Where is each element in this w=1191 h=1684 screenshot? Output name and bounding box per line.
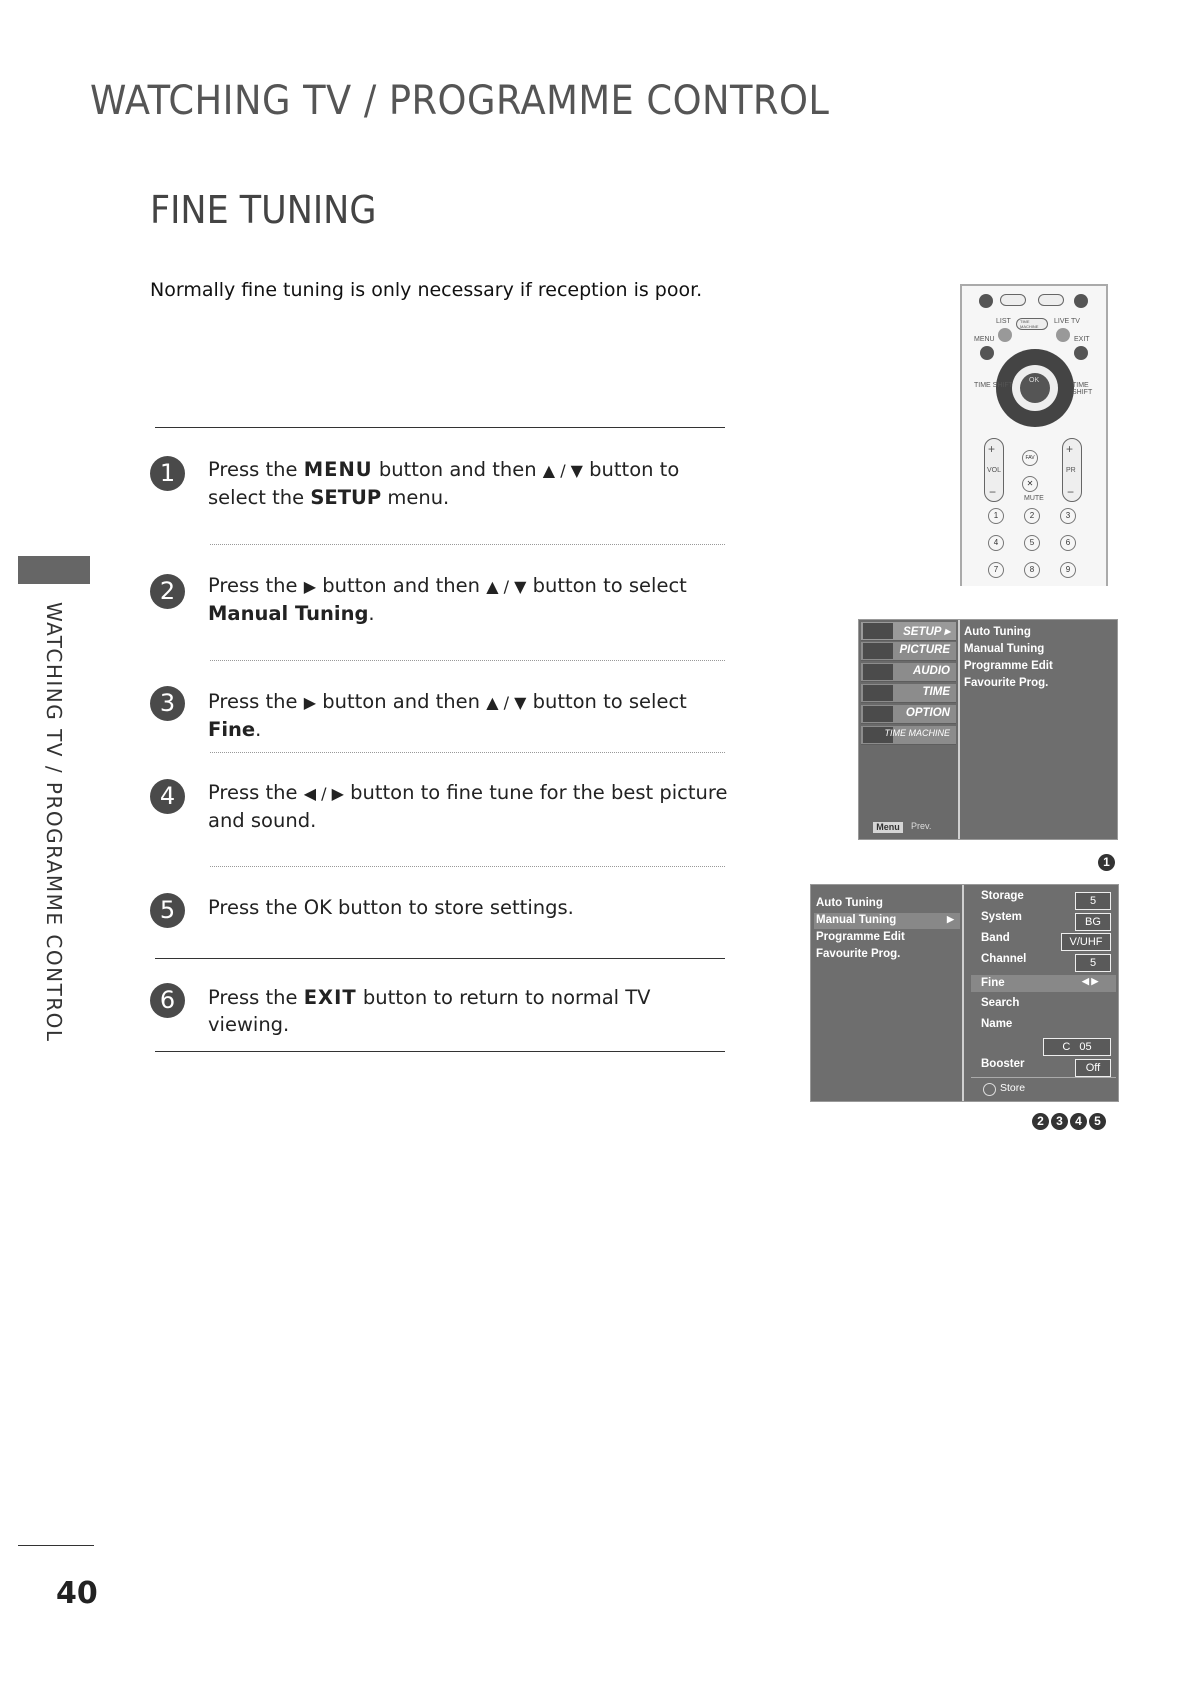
audio-thumbnail [863,664,893,680]
fine-label: Fine [981,977,1005,989]
picture-thumbnail [863,643,893,659]
ok-circle-icon [983,1083,996,1096]
skip-back-icon [979,294,993,308]
menu-item-option: OPTION [861,705,956,724]
page-number-rule [18,1545,94,1546]
menu-item-time-machine: TIME MACHINE [861,726,956,745]
step-divider [210,544,725,545]
storage-label: Storage [981,890,1024,902]
mute-icon: ✕ [1022,476,1038,492]
time-shift-right-label: TIME SHIFT [1072,382,1093,396]
step-number-5: 5 [150,893,185,928]
figure-caption-1: 1 [1096,851,1115,871]
booster-label: Booster [981,1058,1025,1070]
number-key: 5 [1024,535,1040,551]
fast-forward-icon [1038,294,1064,306]
plus-icon: + [988,442,996,456]
submenu-item: Favourite Prog. [964,677,1049,689]
step-4-text: Press the ◀ / ▶ button to fine tune for the best picture and sound. [208,781,728,832]
setup-menu-left-pane [859,620,960,839]
minus-icon: − [989,485,997,499]
live-tv-label: LIVE TV [1054,318,1080,325]
bottom-rule [155,1051,725,1052]
step-number-3: 3 [150,686,185,721]
setup-menu-screenshot [858,619,1118,840]
name-label: Name [981,1018,1013,1030]
store-label: Store [1000,1082,1026,1094]
menu-label: MENU [974,336,995,343]
programme-rocker [1062,438,1082,502]
number-key: 4 [988,535,1004,551]
menu-button [980,346,994,360]
number-key: 3 [1060,508,1076,524]
number-key: 8 [1024,562,1040,578]
sidebar-vertical-label: WATCHING TV / PROGRAMME CONTROL [42,602,66,1043]
time-thumbnail [863,685,893,701]
right-arrow-icon: ▶ [947,914,954,924]
left-menu-item: Programme Edit [816,931,905,943]
name-value: C 05 [1043,1038,1111,1056]
ok-button [1020,373,1050,403]
left-menu-item: Favourite Prog. [816,948,901,960]
mute-label: MUTE [1024,495,1044,502]
middle-rule [155,958,725,959]
step-divider [210,866,725,867]
number-key: 1 [988,508,1004,524]
step-number-2: 2 [150,574,185,609]
step-5-text: Press the OK button to store settings. [208,896,574,919]
storage-value: 5 [1075,892,1111,910]
top-rule [155,427,725,428]
exit-button [1074,346,1088,360]
system-label: System [981,911,1022,923]
time-machine-label: TIME MACHINE [1020,319,1039,329]
time-shift-left-label: TIME SHIFT [974,382,1013,389]
store-divider [971,1077,1116,1078]
step-1-text: Press the MENU button and then ▲ / ▼ button to select the SETUP menu. [208,458,680,509]
submenu-item: Manual Tuning [964,643,1045,655]
volume-rocker [984,438,1004,502]
left-menu-item-selected: Manual Tuning [816,914,897,926]
search-label: Search [981,997,1020,1009]
channel-value: 5 [1075,954,1111,972]
section-title: FINE TUNING [150,188,377,232]
submenu-item: Programme Edit [964,660,1053,672]
skip-forward-icon [1074,294,1088,308]
manual-tuning-screenshot [810,884,1119,1102]
submenu-item: Auto Tuning [964,626,1031,638]
number-key: 7 [988,562,1004,578]
time-machine-button [1016,318,1048,330]
setup-thumbnail [863,623,893,639]
band-value: V/UHF [1061,933,1111,951]
menu-item-setup: SETUP ▸ [861,622,956,641]
live-tv-button [1056,328,1070,342]
ok-label: OK [1029,377,1040,384]
manual-tuning-left-pane [811,885,964,1101]
step-number-6: 6 [150,983,185,1018]
menu-item-time: TIME [861,684,956,703]
exit-label: EXIT [1074,336,1090,343]
prev-label: Prev. [911,821,932,831]
minus-icon: − [1067,485,1075,499]
menu-item-picture: PICTURE [861,642,956,661]
booster-value: Off [1075,1059,1111,1077]
list-label: LIST [996,318,1011,325]
pr-label: PR [1066,467,1076,474]
remote-control-illustration [960,284,1108,586]
option-thumbnail [863,706,893,722]
list-button [998,328,1012,342]
left-menu-item: Auto Tuning [816,897,883,909]
step-divider [210,660,725,661]
step-divider [210,752,725,753]
page-header-title: WATCHING TV / PROGRAMME CONTROL [90,78,830,124]
number-key: 2 [1024,508,1040,524]
rewind-icon [1000,294,1026,306]
number-key: 9 [1060,562,1076,578]
page-number: 40 [56,1576,98,1611]
step-2-text: Press the ▶ button and then ▲ / ▼ button to select Manual Tuning. [208,574,687,625]
system-value: BG [1075,913,1111,931]
step-number-4: 4 [150,779,185,814]
menu-item-audio: AUDIO [861,663,956,682]
side-tab-marker [18,556,90,584]
vol-label: VOL [987,467,1002,474]
band-label: Band [981,932,1010,944]
fav-button: FAV [1022,450,1038,466]
intro-text: Normally fine tuning is only necessary if reception is poor. [150,279,703,301]
step-6-text: Press the EXIT button to return to normal TV viewing. [208,986,651,1036]
step-number-1: 1 [150,456,185,491]
channel-label: Channel [981,953,1027,965]
figure-caption-2-5: 2 3 4 5 [1030,1110,1106,1130]
left-right-arrows-icon: ◀ ▶ [1082,976,1099,986]
plus-icon: + [1066,442,1074,456]
step-3-text: Press the ▶ button and then ▲ / ▼ button to select Fine. [208,690,687,741]
menu-key-badge: Menu [873,822,903,833]
number-key: 6 [1060,535,1076,551]
